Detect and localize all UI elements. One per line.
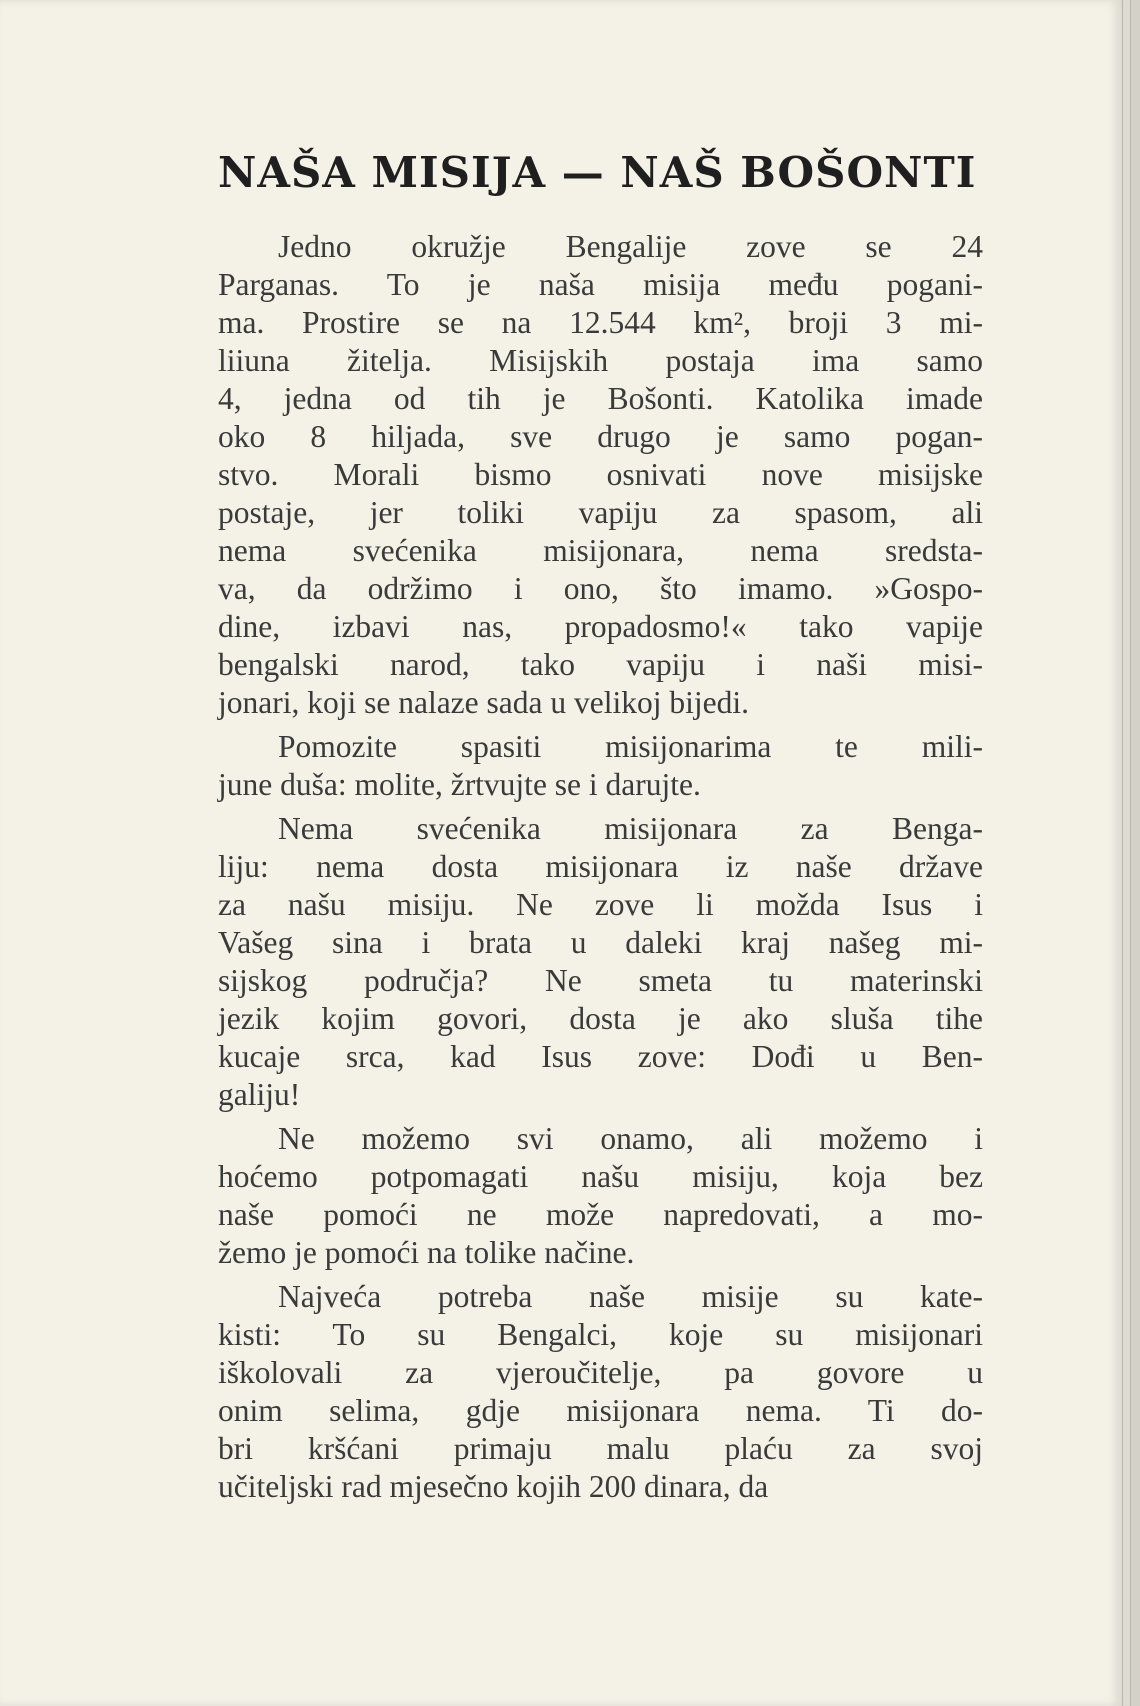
text-line: hoćemo potpomagati našu misiju, koja bez	[218, 1159, 983, 1194]
text-line: naše pomoći ne može napredovati, a mo-	[218, 1197, 983, 1232]
text-line: liiuna žitelja. Misijskih postaja ima samo	[218, 343, 983, 378]
text-line: bengalski narod, tako vapiju i naši misi-	[218, 647, 983, 682]
text-line: Najveća potreba naše misije su kate-	[278, 1279, 983, 1314]
text-line: žemo je pomoći na tolike načine.	[218, 1235, 635, 1270]
paragraph	[218, 228, 983, 722]
paragraph	[218, 1120, 983, 1272]
text-line: učiteljski rad mjesečno kojih 200 dinara, da	[218, 1469, 769, 1504]
text-line: jezik kojim govori, dosta je ako sluša tihe	[218, 1001, 983, 1036]
page-title: NAŠA MISIJA — NAŠ BOŠONTI	[218, 148, 977, 197]
text-line: galiju!	[218, 1077, 301, 1112]
text-line: Vašeg sina i brata u daleki kraj našeg mi-	[218, 925, 983, 960]
text-line: Parganas. To je naša misija među pogani-	[218, 267, 983, 302]
text-line: iškolovali za vjeroučitelje, pa govore u	[218, 1355, 983, 1390]
text-line: june duša: molite, žrtvujte se i darujte.	[218, 767, 701, 802]
text-line: kucaje srca, kad Isus zove: Dođi u Ben-	[218, 1039, 983, 1074]
text-line: Jedno okružje Bengalije zove se 24	[278, 229, 983, 264]
text-line: stvo. Morali bismo osnivati nove misijske	[218, 457, 983, 492]
text-line: Pomozite spasiti misijonarima te mili-	[278, 729, 983, 764]
paragraph	[218, 810, 983, 1114]
text-line: ma. Prostire se na 12.544 km², broji 3 mi-	[218, 305, 983, 340]
text-line: Nema svećenika misijonara za Benga-	[278, 811, 983, 846]
text-line: Ne možemo svi onamo, ali možemo i	[278, 1121, 983, 1156]
text-line: oko 8 hiljada, sve drugo je samo pogan-	[218, 419, 983, 454]
text-line: kisti: To su Bengalci, koje su misijonari	[218, 1317, 983, 1352]
text-line: onim selima, gdje misijonara nema. Ti do-	[218, 1393, 983, 1428]
text-line: liju: nema dosta misijonara iz naše države	[218, 849, 983, 884]
body-text	[218, 228, 983, 1506]
paragraph	[218, 1278, 983, 1506]
text-line: postaje, jer toliki vapiju za spasom, ali	[218, 495, 983, 530]
page-edge	[1130, 0, 1140, 1706]
text-line: 4, jedna od tih je Bošonti. Katolika imade	[218, 381, 983, 416]
text-line: jonari, koji se nalaze sada u velikoj bijedi.	[218, 685, 749, 720]
text-line: dine, izbavi nas, propadosmo!« tako vapije	[218, 609, 983, 644]
text-line: va, da održimo i ono, što imamo. »Gospo-	[218, 571, 983, 606]
text-line: sijskog područja? Ne smeta tu materinski	[218, 963, 983, 998]
text-line: bri kršćani primaju malu plaću za svoj	[218, 1431, 983, 1466]
text-line: nema svećenika misijonara, nema sredsta-	[218, 533, 983, 568]
text-line: za našu misiju. Ne zove li možda Isus i	[218, 887, 983, 922]
paragraph	[218, 728, 983, 804]
